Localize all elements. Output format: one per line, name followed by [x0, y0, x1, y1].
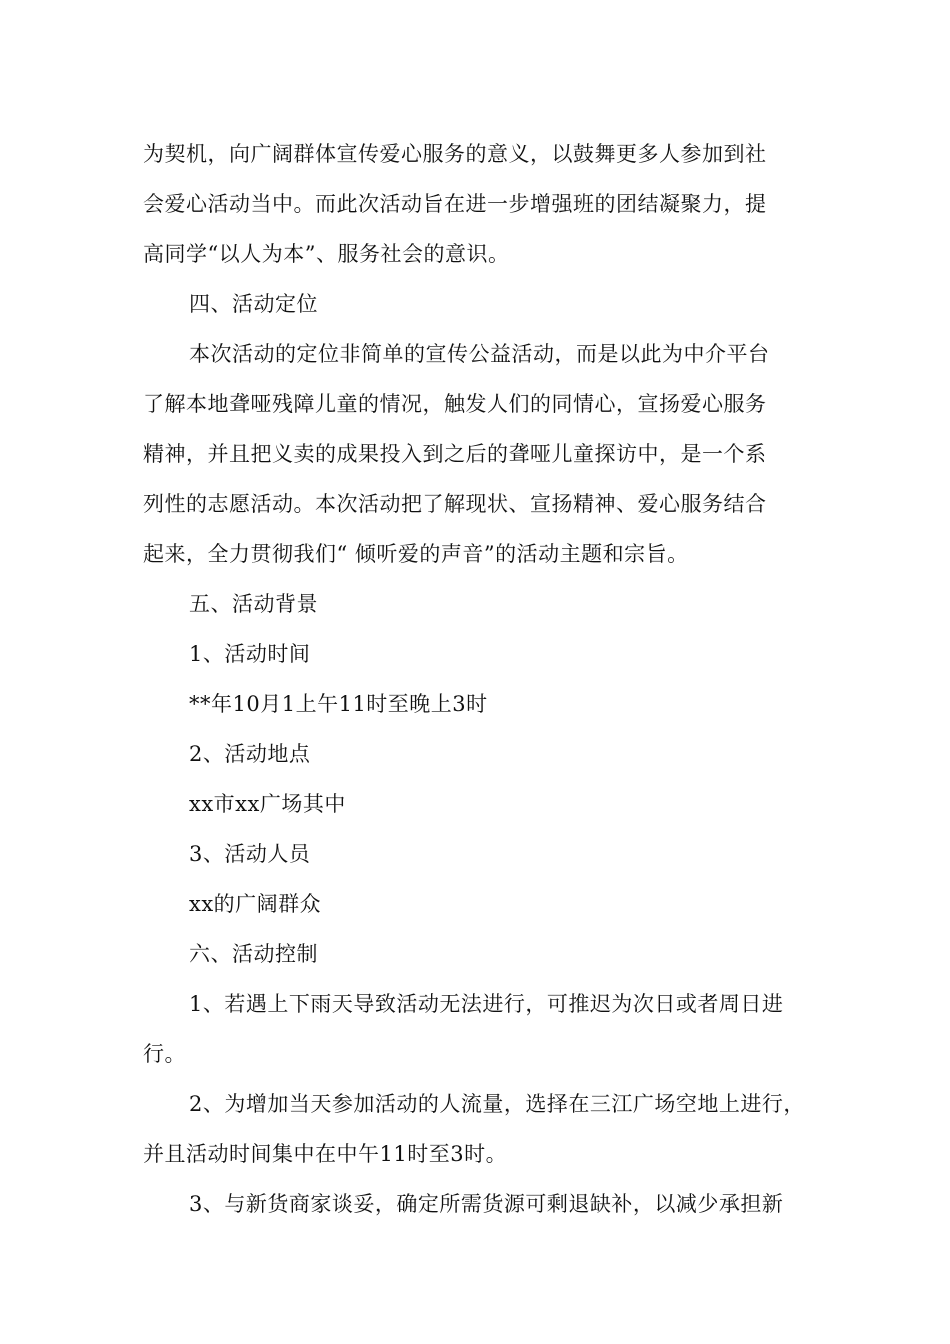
section-heading: 六、活动控制 — [189, 942, 318, 966]
document-body — [143, 129, 808, 1229]
paragraph-line: 高同学“以人为本”、服务社会的意识。 — [143, 242, 510, 266]
subsection-heading: 1、活动时间 — [189, 642, 311, 666]
paragraph-line: xx的广阔群众 — [189, 892, 322, 916]
section-heading: 五、活动背景 — [189, 592, 318, 616]
paragraph-line: 了解本地聋哑残障儿童的情况，触发人们的同情心，宣扬爱心服务 — [143, 392, 767, 416]
subsection-heading: 3、活动人员 — [189, 842, 311, 866]
paragraph-line: 列性的志愿活动。本次活动把了解现状、宣扬精神、爱心服务结合 — [143, 492, 767, 516]
paragraph-line: 行。 — [143, 1042, 186, 1066]
paragraph-line: **年10月1上午11时至晚上3时 — [189, 692, 488, 716]
paragraph-line: xx市xx广场其中 — [189, 792, 346, 816]
subsection-heading: 2、活动地点 — [189, 742, 311, 766]
paragraph-line: 精神，并且把义卖的成果投入到之后的聋哑儿童探访中，是一个系 — [143, 442, 767, 466]
paragraph-line: 本次活动的定位非简单的宣传公益活动，而是以此为中介平台 — [189, 342, 770, 366]
paragraph-line: 3、与新货商家谈妥，确定所需货源可剩退缺补，以减少承担新 — [189, 1192, 784, 1216]
paragraph-line: 会爱心活动当中。而此次活动旨在进一步增强班的团结凝聚力，提 — [143, 192, 767, 216]
paragraph-line: 2、为增加当天参加活动的人流量，选择在三江广场空地上进行， — [189, 1092, 805, 1116]
paragraph-line: 为契机，向广阔群体宣传爱心服务的意义，以鼓舞更多人参加到社 — [143, 142, 767, 166]
paragraph-line: 并且活动时间集中在中午11时至3时。 — [143, 1142, 508, 1166]
paragraph-line: 起来，全力贯彻我们“ 倾听爱的声音”的活动主题和宗旨。 — [143, 542, 689, 566]
section-heading: 四、活动定位 — [189, 292, 318, 316]
paragraph-line: 1、若遇上下雨天导致活动无法进行，可推迟为次日或者周日进 — [189, 992, 784, 1016]
